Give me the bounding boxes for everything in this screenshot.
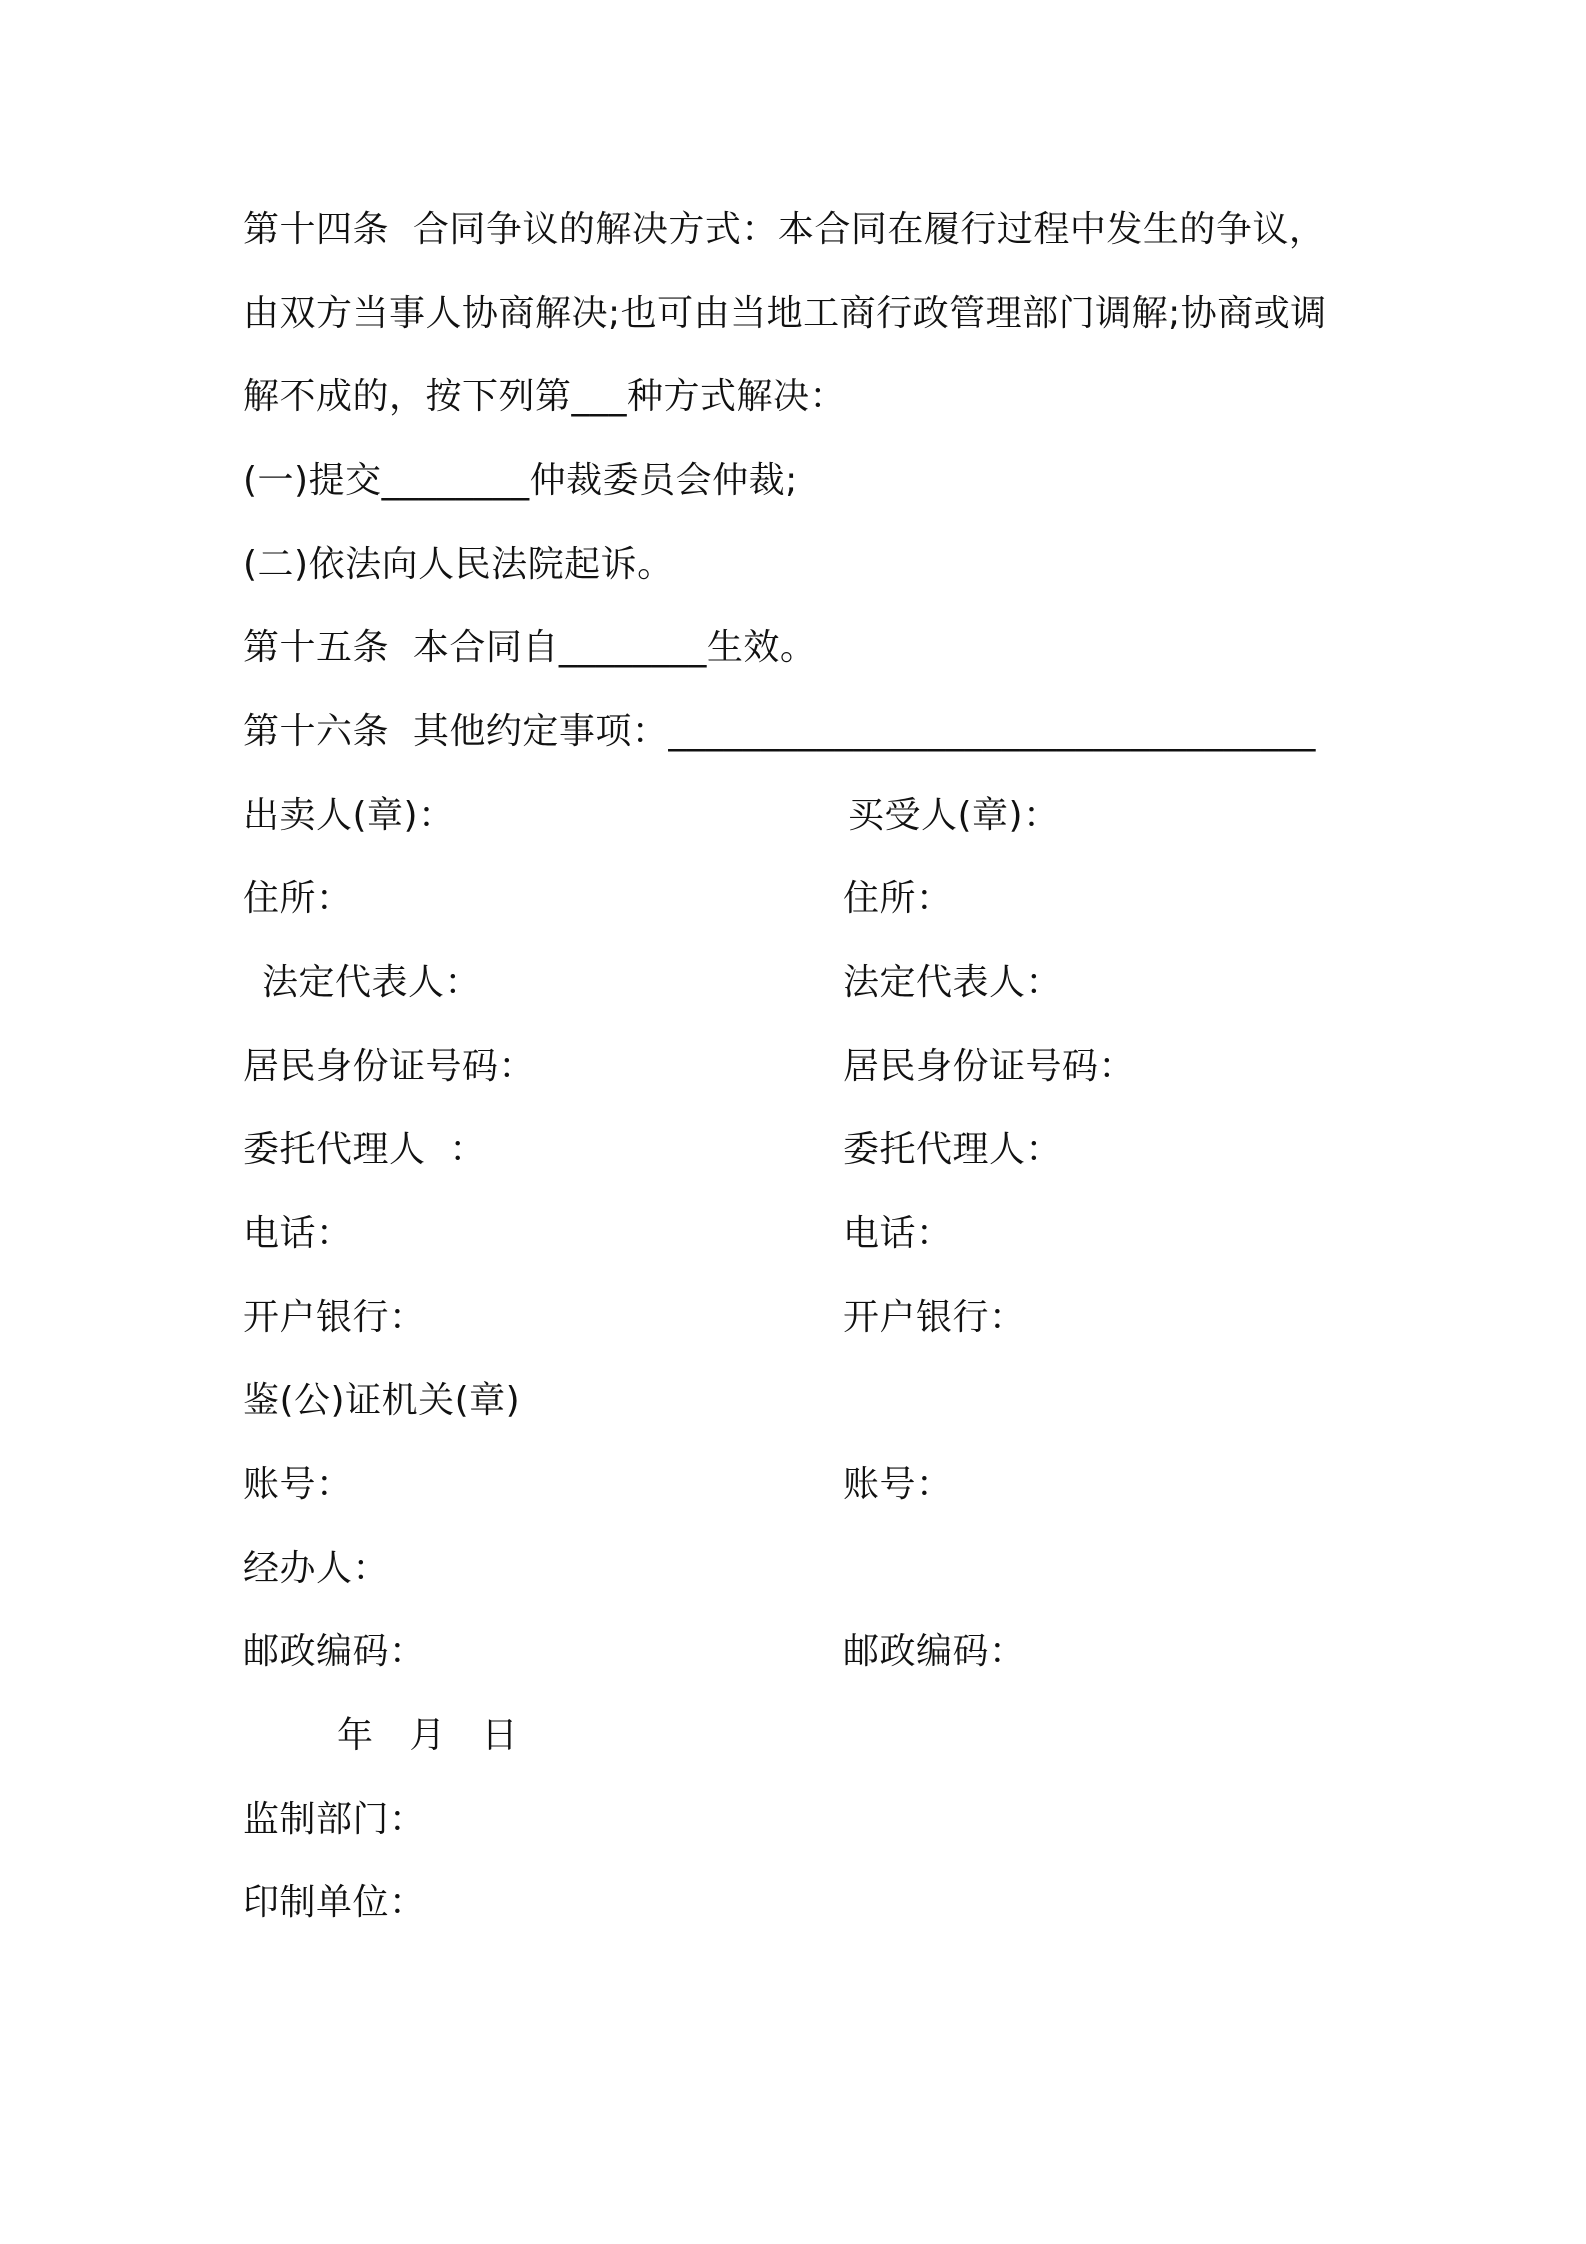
printer-label: 印制单位： bbox=[243, 1882, 426, 1923]
handler-label: 经办人： bbox=[243, 1548, 390, 1589]
buyer-bank-label: 开户银行： bbox=[843, 1297, 1026, 1338]
buyer-seal-label: 买受人(章)： bbox=[848, 795, 1060, 836]
dispute-option-1: (一)提交________仲裁委员会仲裁; bbox=[243, 460, 798, 501]
clause-14-line-2: 由双方当事人协商解决;也可由当地工商行政管理部门调解;协商或调 bbox=[243, 293, 1327, 334]
supervisor-label: 监制部门： bbox=[243, 1799, 426, 1840]
notary-office-label: 鉴(公)证机关(章) bbox=[243, 1380, 521, 1421]
clause-15: 第十五条 本合同自________生效。 bbox=[243, 627, 817, 668]
clause-14-line-3: 解不成的，按下列第___种方式解决： bbox=[243, 376, 847, 417]
buyer-phone-label: 电话： bbox=[843, 1213, 953, 1254]
buyer-account-label: 账号： bbox=[843, 1464, 953, 1505]
seller-agent-label: 委托代理人 ： bbox=[243, 1129, 486, 1170]
seller-postcode-label: 邮政编码： bbox=[243, 1631, 426, 1672]
seller-phone-label: 电话： bbox=[243, 1213, 353, 1254]
buyer-agent-label: 委托代理人： bbox=[843, 1129, 1063, 1170]
dispute-option-2: (二)依法向人民法院起诉。 bbox=[243, 544, 674, 585]
seller-address-label: 住所： bbox=[243, 878, 353, 919]
buyer-id-label: 居民身份证号码： bbox=[843, 1046, 1136, 1087]
buyer-address-label: 住所： bbox=[843, 878, 953, 919]
date-line: 年 月 日 bbox=[337, 1715, 519, 1756]
buyer-postcode-label: 邮政编码： bbox=[843, 1631, 1026, 1672]
buyer-representative-label: 法定代表人： bbox=[843, 962, 1063, 1003]
clause-14-line-1: 第十四条 合同争议的解决方式：本合同在履行过程中发生的争议， bbox=[243, 209, 1326, 250]
seller-bank-label: 开户银行： bbox=[243, 1297, 426, 1338]
seller-representative-label: 法定代表人： bbox=[262, 962, 482, 1003]
seller-id-label: 居民身份证号码： bbox=[243, 1046, 536, 1087]
seller-account-label: 账号： bbox=[243, 1464, 353, 1505]
clause-16: 第十六条 其他约定事项：___________________________________ bbox=[243, 711, 1316, 752]
seller-seal-label: 出卖人(章)： bbox=[243, 795, 455, 836]
